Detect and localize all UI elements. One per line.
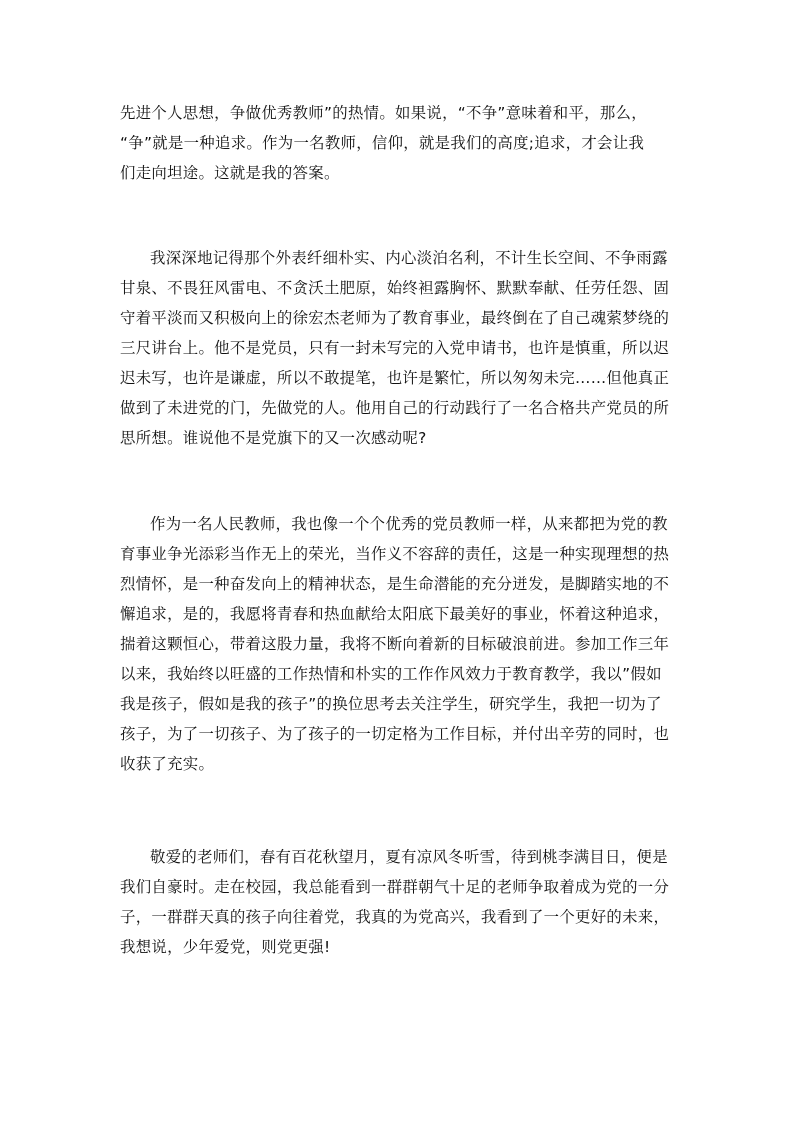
paragraph-line: 孩子，为了一切孩子、为了孩子的一切定格为工作目标，并付出辛劳的同时，也: [120, 725, 670, 743]
paragraph-line: 育事业争光添彩当作无上的荣光，当作义不容辞的责任，这是一种实现理想的热: [120, 545, 670, 563]
paragraph-line: 我们自豪时。走在校园，我总能看到一群群朝气十足的老师争取着成为党的一分: [120, 878, 670, 896]
paragraph-line: 子，一群群天真的孩子向往着党，我真的为党高兴，我看到了一个更好的未来，: [120, 908, 670, 926]
paragraph-line: 懈追求，是的，我愿将青春和热血献给太阳底下最美好的事业，怀着这种追求，: [120, 605, 670, 623]
paragraph-line: 甘泉、不畏狂风雷电、不贪沃土肥原，始终袒露胸怀、默默奉献、任劳任怨、固: [120, 279, 670, 297]
paragraph-line: 做到了未进党的门，先做党的人。他用自己的行动践行了一名合格共产党员的所: [120, 399, 670, 417]
paragraph-line: 揣着这颗恒心，带着这股力量，我将不断向着新的目标破浪前进。参加工作三年: [120, 635, 670, 653]
paragraph-2: [120, 243, 676, 453]
paragraph-line: 思所想。谁说他不是党旗下的又一次感动呢?: [120, 429, 427, 447]
paragraph-line: 三尺讲台上。他不是党员，只有一封未写完的入党申请书，也许是慎重，所以迟: [120, 339, 670, 357]
paragraph-line: 我是孩子，假如是我的孩子”的换位思考去关注学生，研究学生，我把一切为了: [120, 695, 662, 713]
paragraph-4: [120, 842, 676, 962]
paragraph-line: 我深深地记得那个外表纤细朴实、内心淡泊名利，不计生长空间、不争雨露: [150, 249, 668, 267]
paragraph-line: 守着平淡而又积极向上的徐宏杰老师为了教育事业，最终倒在了自己魂萦梦绕的: [120, 309, 670, 327]
paragraph-line: 敬爱的老师们，春有百花秋望月，夏有凉风冬听雪，待到桃李满目日，便是: [150, 848, 668, 866]
paragraph-1: [120, 98, 676, 188]
paragraph-line: “争”就是一种追求。作为一名教师，信仰，就是我们的高度;追求，才会让我: [120, 134, 645, 152]
paragraph-line: 我想说，少年爱党，则党更强!: [120, 938, 331, 956]
paragraph-line: 先进个人思想，争做优秀教师”的热情。如果说，“不争”意味着和平，那么，: [120, 104, 647, 122]
paragraph-line: 收获了充实。: [120, 755, 215, 773]
paragraph-line: 作为一名人民教师，我也像一个个优秀的党员教师一样，从来都把为党的教: [150, 515, 668, 533]
paragraph-3: [120, 509, 676, 779]
paragraph-line: 迟未写，也许是谦虚，所以不敢提笔，也许是繁忙，所以匆匆未完……但他真正: [120, 369, 670, 387]
paragraph-line: 们走向坦途。这就是我的答案。: [120, 164, 340, 182]
paragraph-line: 烈情怀，是一种奋发向上的精神状态，是生命潜能的充分迸发，是脚踏实地的不: [120, 575, 670, 593]
paragraph-line: 以来，我始终以旺盛的工作热情和朴实的工作作风效力于教育教学，我以”假如: [120, 665, 662, 683]
